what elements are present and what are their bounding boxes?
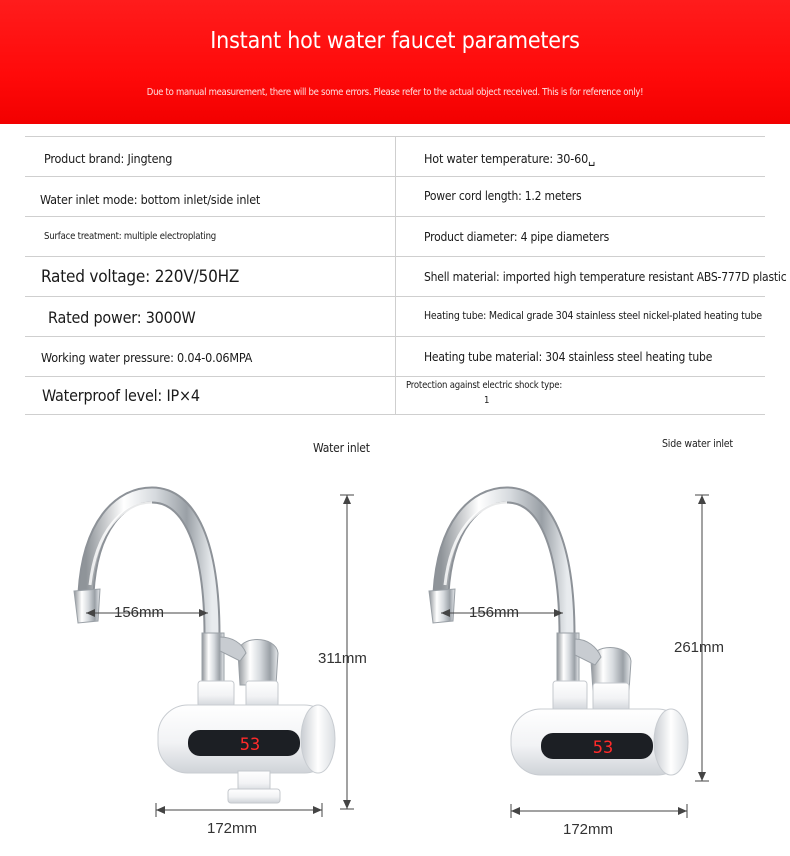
parameter-table bbox=[25, 136, 787, 414]
param-surface: Surface treatment: multiple electroplating bbox=[44, 231, 217, 242]
table-row bbox=[25, 217, 765, 257]
param-cord-length: Power cord length: 1.2 meters bbox=[424, 189, 582, 203]
param-hot-water-temp: Hot water temperature: 30-60␣ bbox=[424, 151, 595, 166]
caption-water-inlet: Water inlet bbox=[313, 441, 370, 455]
page-title: Instant hot water faucet parameters bbox=[210, 28, 580, 54]
temperature-display: 53 bbox=[592, 738, 614, 758]
dimension-height-left: 311mm bbox=[318, 650, 367, 667]
dimension-spout-right: 156mm bbox=[469, 604, 520, 621]
temperature-display: 53 bbox=[239, 735, 261, 755]
param-voltage: Rated voltage: 220V/50HZ bbox=[41, 267, 240, 287]
param-shock-protection-value: 1 bbox=[484, 395, 490, 406]
table-row bbox=[25, 297, 765, 337]
dimension-height-right: 261mm bbox=[674, 639, 725, 656]
faucet-side-inlet-diagram bbox=[415, 485, 745, 835]
param-water-pressure: Working water pressure: 0.04-0.06MPA bbox=[41, 350, 253, 365]
param-shock-protection: Protection against electric shock type: bbox=[406, 380, 562, 391]
table-row bbox=[25, 337, 765, 377]
param-brand: Product brand: Jingteng bbox=[44, 151, 173, 166]
table-row bbox=[25, 137, 765, 177]
dimension-width-right: 172mm bbox=[563, 821, 614, 838]
dimension-spout-left: 156mm bbox=[114, 604, 165, 621]
caption-side-water-inlet: Side water inlet bbox=[662, 438, 733, 450]
header-banner bbox=[0, 0, 790, 124]
param-diameter: Product diameter: 4 pipe diameters bbox=[424, 230, 610, 244]
table-row bbox=[25, 177, 765, 217]
table-row bbox=[25, 257, 787, 297]
param-power: Rated power: 3000W bbox=[48, 308, 196, 327]
param-inlet-mode: Water inlet mode: bottom inlet/side inlet bbox=[40, 192, 261, 207]
dimension-width-left: 172mm bbox=[207, 820, 258, 837]
disclaimer-text: Due to manual measurement, there will be some errors. Please refer to the actual object received. This is for reference only! bbox=[146, 87, 644, 98]
param-waterproof: Waterproof level: IP×4 bbox=[42, 386, 200, 405]
param-heating-tube-material: Heating tube material: 304 stainless steel heating tube bbox=[424, 350, 713, 364]
param-heating-tube: Heating tube: Medical grade 304 stainless steel nickel-plated heating tube bbox=[424, 310, 762, 322]
param-shell-material: Shell material: imported high temperature resistant ABS-777D plastic bbox=[424, 270, 787, 284]
table-row bbox=[25, 377, 765, 415]
